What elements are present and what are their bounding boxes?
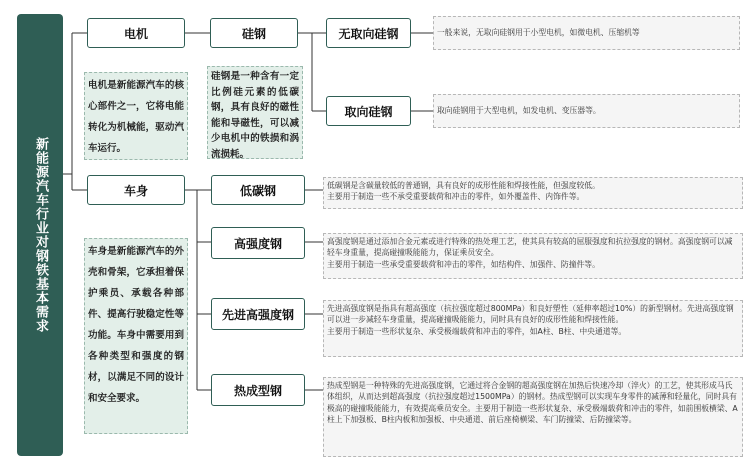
note-high-strength-text-2: 主要用于制造一些承受重要载荷和冲击的零件，如结构件、加强件、防撞件等。 [327,259,600,269]
node-motor[interactable] [87,18,185,48]
note-high-strength-steel [323,233,743,279]
node-low-carbon-label: 低碳钢 [239,183,276,198]
note-oriented-text: 取向硅钢用于大型电机，如发电机、变压器等。 [437,106,601,116]
root-title: 新能源汽车行业对钢铁基本需求 [33,137,48,333]
node-motor-label: 电机 [123,26,148,41]
note-hot-formed-steel [323,377,743,457]
note-low-carbon-text-2: 主要用于制造一些不承受重要载荷和冲击的零件，如外覆盖件、内饰件等。 [327,192,585,202]
silicon-steel-description-text: 硅钢是一种含有一定比例硅元素的低碳钢，具有良好的磁性能和导磁性，可以减少电机中的铁损和涡流损耗。 [211,71,299,160]
silicon-steel-description [207,66,303,159]
note-low-carbon-steel [323,177,743,209]
note-advanced-text-1: 先进高强度钢是指具有超高强度（抗拉强度超过800MPa）和良好塑性（延伸率超过10%）的新型钢材。先进高强度钢可以进一步减轻车身重量，提高碰撞吸能能力，同时具有良好的成形性能和焊接性能。 [327,304,734,325]
note-oriented-silicon-steel [433,94,740,128]
node-hot-formed-label: 热成型钢 [233,383,282,398]
node-oriented-silicon-steel[interactable] [326,96,411,126]
motor-description-text: 电机是新能源汽车的核心部件之一，它将电能转化为机械能，驱动汽车运行。 [88,80,184,154]
note-low-carbon-text-1: 低碳钢是含碳量较低的普通钢，具有良好的成形性能和焊接性能，但强度较低。 [327,181,600,190]
car-body-description-text: 车身是新能源汽车的外壳和骨架，它承担着保护乘员、承载各种部件、提高行驶稳定性等功能。车身中需要用到各种类型和强度的钢材，以满足不同的设计和安全要求。 [88,246,184,404]
note-non-oriented-silicon-steel [433,16,740,50]
node-high-strength-steel[interactable] [211,227,305,259]
note-high-strength-text-1: 高强度钢是通过添加合金元素或进行特殊的热处理工艺，使其具有较高的屈服强度和抗拉强度的钢材。高强度钢可以减轻车身重量，提高碰撞吸能能力，保证乘员安全。 [327,237,733,258]
root-node[interactable] [17,14,63,456]
node-non-oriented-silicon-steel[interactable] [326,18,411,48]
note-advanced-high-strength-steel [323,300,743,357]
note-advanced-text-2: 主要用于制造一些形状复杂、承受极端载荷和冲击的零件，如A柱、B柱、中央通道等。 [327,326,627,336]
node-advanced-high-strength-label: 先进高强度钢 [221,307,294,322]
node-high-strength-label: 高强度钢 [233,236,282,251]
note-non-oriented-text: 一般来说，无取向硅钢用于小型电机，如微电机、压缩机等 [437,28,640,38]
node-silicon-steel[interactable] [210,18,298,48]
node-car-body-label: 车身 [123,183,148,198]
node-low-carbon-steel[interactable] [211,175,305,205]
node-non-oriented-label: 无取向硅钢 [338,26,399,41]
note-hot-formed-text: 热成型钢是一种特殊的先进高强度钢，它通过将合金钢的超高强度钢在加热后快速冷却（淬火）的工艺，使其形成马氏体组织，从而达到超高强度（抗拉强度超过1500MPa）的钢材。热成型钢可以实现车身零件的减薄和轻量化，同时具有极高的碰撞吸能能力，有效提高乘员安全。主要用于制造一些形状复杂、承受极端载荷和冲击的零件，如前围板横梁、A柱上下加强板、B柱内板和加强板、中央通道、前后座椅横梁、车门防撞梁、后防撞梁等。 [327,381,738,424]
motor-description [84,72,188,160]
node-oriented-label: 取向硅钢 [344,104,393,119]
car-body-description [84,238,188,434]
node-silicon-steel-label: 硅钢 [241,26,266,41]
node-hot-formed-steel[interactable] [211,374,305,406]
node-advanced-high-strength-steel[interactable] [211,298,305,330]
node-car-body[interactable] [87,175,185,205]
